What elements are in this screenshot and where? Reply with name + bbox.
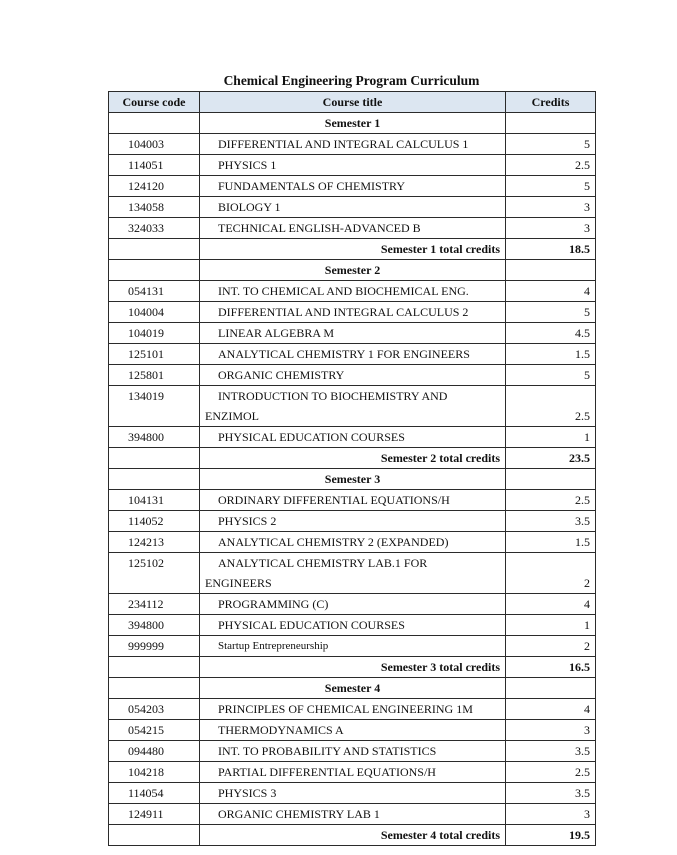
course-code: 094480 [109, 741, 200, 762]
course-code: 114052 [109, 511, 200, 532]
semester-heading: Semester 4 [200, 678, 506, 699]
course-code: 054131 [109, 281, 200, 302]
semester-heading: Semester 2 [200, 260, 506, 281]
course-code: 104218 [109, 762, 200, 783]
course-title: TECHNICAL ENGLISH-ADVANCED B [200, 218, 506, 239]
curriculum-table [108, 91, 596, 846]
course-credits: 2.5 [506, 386, 596, 427]
course-code: 114051 [109, 155, 200, 176]
course-credits: 3 [506, 720, 596, 741]
semester-heading-row [109, 469, 596, 490]
course-row [109, 155, 596, 176]
course-credits: 1.5 [506, 532, 596, 553]
course-code: 394800 [109, 615, 200, 636]
course-credits: 2.5 [506, 762, 596, 783]
semester-heading-row [109, 678, 596, 699]
course-code: 054215 [109, 720, 200, 741]
course-row [109, 553, 596, 594]
semester-heading-row [109, 260, 596, 281]
course-title: THERMODYNAMICS A [200, 720, 506, 741]
semester-total-code-cell [109, 448, 200, 469]
course-title: ORGANIC CHEMISTRY LAB 1 [200, 804, 506, 825]
semester-total-code-cell [109, 657, 200, 678]
course-row [109, 741, 596, 762]
course-code: 104004 [109, 302, 200, 323]
course-code: 324033 [109, 218, 200, 239]
course-title: DIFFERENTIAL AND INTEGRAL CALCULUS 1 [200, 134, 506, 155]
course-credits: 5 [506, 365, 596, 386]
course-row [109, 615, 596, 636]
semester-heading: Semester 3 [200, 469, 506, 490]
course-credits: 3 [506, 218, 596, 239]
course-title: BIOLOGY 1 [200, 197, 506, 218]
semester-total-row [109, 825, 596, 846]
course-row [109, 386, 596, 427]
course-credits: 4 [506, 594, 596, 615]
course-credits: 2 [506, 553, 596, 594]
semester-total-row [109, 448, 596, 469]
semester-heading-code-cell [109, 260, 200, 281]
course-code: 394800 [109, 427, 200, 448]
course-title: ANALYTICAL CHEMISTRY 1 FOR ENGINEERS [200, 344, 506, 365]
course-row [109, 804, 596, 825]
course-title [200, 553, 506, 594]
course-title: PHYSICS 2 [200, 511, 506, 532]
course-title: INT. TO PROBABILITY AND STATISTICS [200, 741, 506, 762]
course-credits: 1.5 [506, 344, 596, 365]
header-row [109, 92, 596, 113]
course-title: PHYSICAL EDUCATION COURSES [200, 615, 506, 636]
course-row [109, 176, 596, 197]
course-row [109, 197, 596, 218]
course-row [109, 344, 596, 365]
course-title: INT. TO CHEMICAL AND BIOCHEMICAL ENG. [200, 281, 506, 302]
course-title: LINEAR ALGEBRA M [200, 323, 506, 344]
course-code: 999999 [109, 636, 200, 657]
semester-total-code-cell [109, 825, 200, 846]
course-code: 104019 [109, 323, 200, 344]
course-title [200, 386, 506, 427]
course-code: 054203 [109, 699, 200, 720]
course-row [109, 427, 596, 448]
course-title: DIFFERENTIAL AND INTEGRAL CALCULUS 2 [200, 302, 506, 323]
course-row [109, 511, 596, 532]
course-code: 124911 [109, 804, 200, 825]
course-credits: 3.5 [506, 783, 596, 804]
course-credits: 4.5 [506, 323, 596, 344]
semester-heading-credit-cell [506, 113, 596, 134]
course-row [109, 636, 596, 657]
semester-total-label: Semester 1 total credits [200, 239, 506, 260]
course-code: 124213 [109, 532, 200, 553]
course-credits: 1 [506, 615, 596, 636]
course-credits: 5 [506, 176, 596, 197]
course-credits: 1 [506, 427, 596, 448]
course-title-line-2: ENGINEERS [205, 576, 272, 590]
semester-total-credits: 18.5 [506, 239, 596, 260]
course-title: ANALYTICAL CHEMISTRY 2 (EXPANDED) [200, 532, 506, 553]
course-row [109, 218, 596, 239]
course-credits: 4 [506, 281, 596, 302]
course-credits: 5 [506, 302, 596, 323]
course-title-line-1: ANALYTICAL CHEMISTRY LAB.1 FOR [218, 556, 428, 570]
course-row [109, 134, 596, 155]
course-title: ORDINARY DIFFERENTIAL EQUATIONS/H [200, 490, 506, 511]
semester-total-credits: 16.5 [506, 657, 596, 678]
semester-total-credits: 23.5 [506, 448, 596, 469]
course-title: PARTIAL DIFFERENTIAL EQUATIONS/H [200, 762, 506, 783]
course-credits: 3 [506, 197, 596, 218]
course-title: ORGANIC CHEMISTRY [200, 365, 506, 386]
semester-total-label: Semester 2 total credits [200, 448, 506, 469]
header-course-code: Course code [109, 92, 200, 113]
document-title: Chemical Engineering Program Curriculum [223, 73, 480, 88]
semester-total-label: Semester 3 total credits [200, 657, 506, 678]
course-code: 134019 [109, 386, 200, 427]
course-row [109, 594, 596, 615]
course-row [109, 281, 596, 302]
course-row [109, 323, 596, 344]
course-code: 125801 [109, 365, 200, 386]
course-credits: 5 [506, 134, 596, 155]
course-title: PRINCIPLES OF CHEMICAL ENGINEERING 1M [200, 699, 506, 720]
semester-heading-row [109, 113, 596, 134]
course-row [109, 762, 596, 783]
header-credits: Credits [506, 92, 596, 113]
course-row [109, 699, 596, 720]
semester-heading-credit-cell [506, 678, 596, 699]
semester-total-row [109, 239, 596, 260]
course-row [109, 720, 596, 741]
curriculum-body [109, 113, 596, 846]
course-code: 124120 [109, 176, 200, 197]
course-row [109, 302, 596, 323]
header-course-title: Course title [200, 92, 506, 113]
course-row [109, 532, 596, 553]
semester-heading-credit-cell [506, 469, 596, 490]
semester-total-label: Semester 4 total credits [200, 825, 506, 846]
semester-heading-code-cell [109, 113, 200, 134]
course-title-line-1: INTRODUCTION TO BIOCHEMISTRY AND [218, 389, 448, 403]
course-credits: 2.5 [506, 490, 596, 511]
course-credits: 3.5 [506, 511, 596, 532]
course-row [109, 490, 596, 511]
semester-heading: Semester 1 [200, 113, 506, 134]
course-credits: 2 [506, 636, 596, 657]
course-title-line-2: ENZIMOL [205, 409, 259, 423]
semester-total-credits: 19.5 [506, 825, 596, 846]
course-credits: 2.5 [506, 155, 596, 176]
semester-heading-credit-cell [506, 260, 596, 281]
course-row [109, 365, 596, 386]
course-title: Startup Entrepreneurship [200, 636, 506, 657]
course-row [109, 783, 596, 804]
course-title: PHYSICAL EDUCATION COURSES [200, 427, 506, 448]
course-title: PHYSICS 3 [200, 783, 506, 804]
semester-total-row [109, 657, 596, 678]
course-code: 125101 [109, 344, 200, 365]
semester-total-code-cell [109, 239, 200, 260]
course-credits: 3.5 [506, 741, 596, 762]
course-code: 125102 [109, 553, 200, 594]
course-credits: 3 [506, 804, 596, 825]
course-code: 114054 [109, 783, 200, 804]
course-code: 104131 [109, 490, 200, 511]
course-code: 234112 [109, 594, 200, 615]
course-title: PROGRAMMING (C) [200, 594, 506, 615]
course-title: PHYSICS 1 [200, 155, 506, 176]
semester-heading-code-cell [109, 469, 200, 490]
semester-heading-code-cell [109, 678, 200, 699]
course-code: 104003 [109, 134, 200, 155]
course-title: FUNDAMENTALS OF CHEMISTRY [200, 176, 506, 197]
course-code: 134058 [109, 197, 200, 218]
course-credits: 4 [506, 699, 596, 720]
